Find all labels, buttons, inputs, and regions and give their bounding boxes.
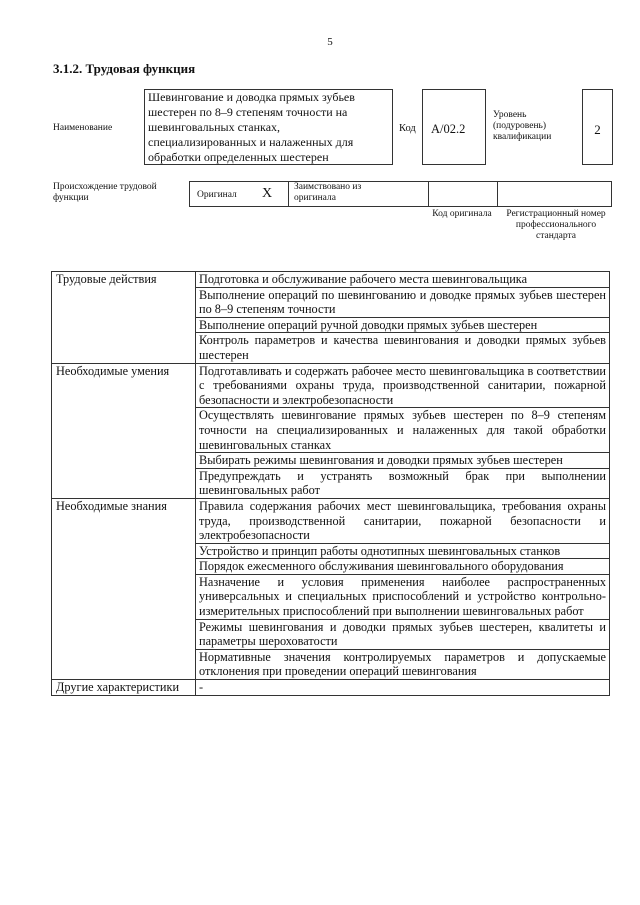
item-cell: Порядок ежесменного обслуживания шевинговального оборудования	[196, 559, 610, 575]
item-cell: Выполнение операций ручной доводки прямых зубьев шестерен	[196, 317, 610, 333]
table-row	[52, 272, 610, 288]
item-cell: Предупреждать и устранять возможный брак при выполнении шевинговальных работ	[196, 468, 610, 498]
category-cell: Необходимые знания	[52, 498, 196, 679]
page-number: 5	[327, 36, 333, 48]
origin-divider	[497, 181, 498, 207]
code-value: A/02.2	[422, 89, 486, 165]
item-cell: Нормативные значения контролируемых параметров и допускаемые отклонения при проведении операций шевингования	[196, 649, 610, 679]
origin-divider	[428, 181, 429, 207]
table-row	[52, 680, 610, 696]
item-cell: Назначение и условия применения наиболее распространенных универсальных и специальных приспособлений и устройство контрольно-измерительных приспособлений при выполнении шевинговальных работ	[196, 574, 610, 619]
name-value: Шевингование и доводка прямых зубьев шестерен по 8–9 степеням точности на шевинговальных станках, специализированных и налаженных для обработки определенных шестерен	[148, 90, 355, 164]
item-cell: Выбирать режимы шевингования и доводки прямых зубьев шестерен	[196, 453, 610, 469]
item-cell: Осуществлять шевингование прямых зубьев шестерен по 8–9 степеням точности на специализированных и налаженных для такой обработки шевинговальных станках	[196, 408, 610, 453]
item-cell: -	[196, 680, 610, 696]
name-label: Наименование	[53, 123, 113, 133]
category-cell: Трудовые действия	[52, 272, 196, 364]
reg-caption: Регистрационный номер профессионального стандарта	[506, 209, 606, 241]
level-value: 2	[582, 89, 613, 165]
origin-label: Происхождение трудовой функции	[53, 182, 157, 203]
name-box	[144, 89, 393, 165]
function-table	[51, 271, 610, 696]
item-cell: Подготовка и обслуживание рабочего места шевинговальщика	[196, 272, 610, 288]
section-title: 3.1.2. Трудовая функция	[53, 61, 196, 76]
category-cell: Необходимые умения	[52, 363, 196, 498]
item-cell: Выполнение операций по шевингованию и доводке прямых зубьев шестерен по 8–9 степеням точности	[196, 287, 610, 317]
original-mark: X	[262, 186, 273, 201]
borrowed-label: Заимствовано из оригинала	[294, 182, 362, 203]
origin-divider	[288, 181, 289, 207]
item-cell: Контроль параметров и качества шевингования и доводки прямых зубьев шестерен	[196, 333, 610, 363]
table-row	[52, 498, 610, 543]
code-label: Код	[399, 123, 416, 134]
item-cell: Режимы шевингования и доводки прямых зубьев шестерен, квалитеты и параметры шероховатости	[196, 619, 610, 649]
item-cell: Устройство и принцип работы однотипных шевинговальных станков	[196, 543, 610, 559]
category-cell: Другие характеристики	[52, 680, 196, 696]
original-label: Оригинал	[197, 190, 237, 200]
code-caption: Код оригинала	[432, 209, 492, 219]
item-cell: Подготавливать и содержать рабочее место шевинговальщика в соответствии с требованиями охраны труда, производственной санитарии, пожарной безопасности и электробезопасности	[196, 363, 610, 408]
item-cell: Правила содержания рабочих мест шевинговальщика, требования охраны труда, производственной санитарии, пожарной безопасности и электробезопасности	[196, 498, 610, 543]
table-row	[52, 363, 610, 408]
level-label: Уровень (подуровень) квалификации	[493, 110, 552, 142]
